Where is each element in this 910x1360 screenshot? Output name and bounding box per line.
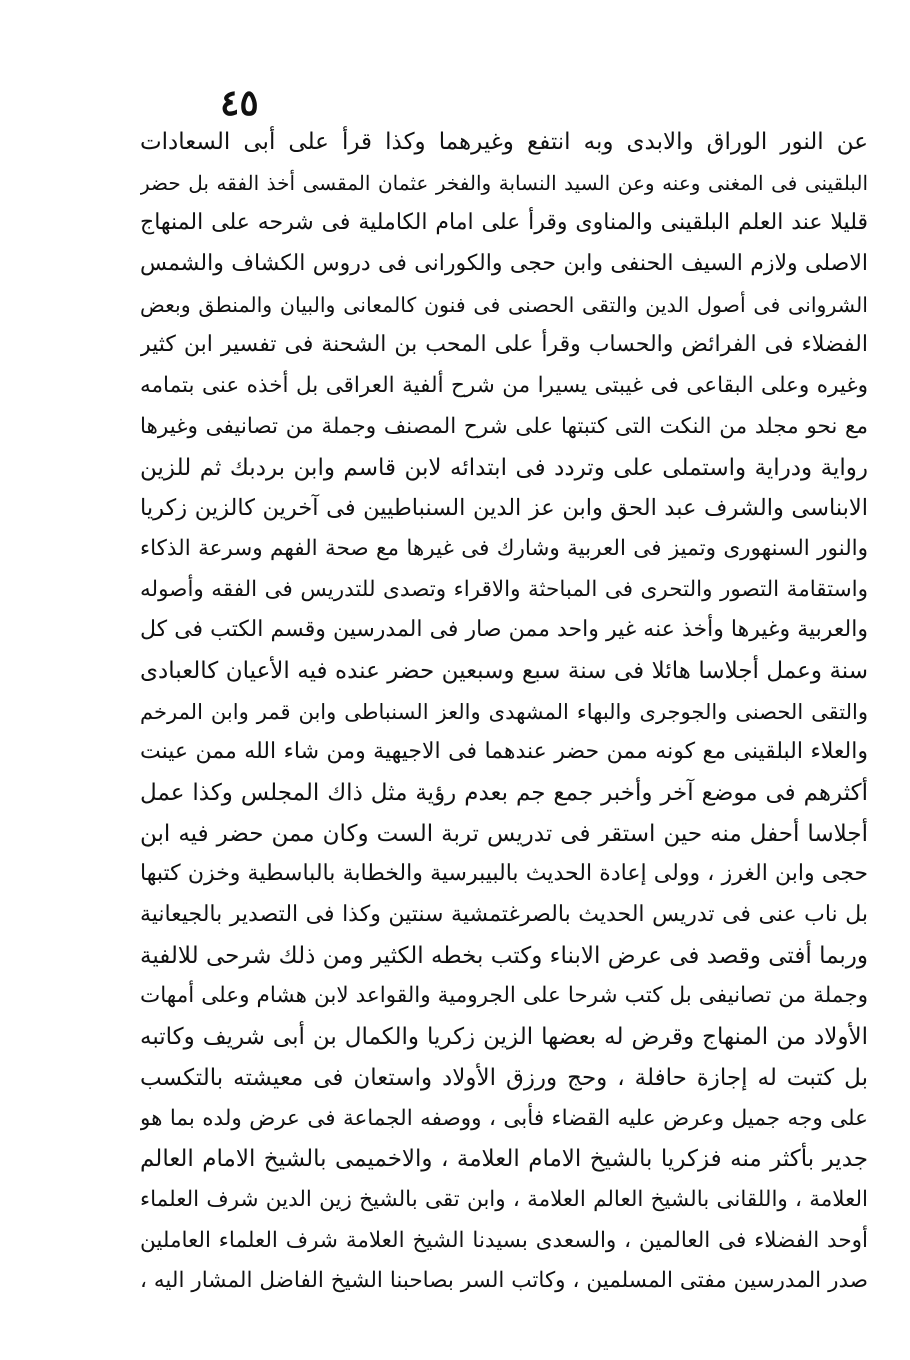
text-line: رواية ودراية واستملى على وتردد فى ابتدائه لابن قاسم وابن بردبك ثم للزين xyxy=(140,454,868,481)
text-line: وربما أفتى وقصد فى عرض الابناء وكتب بخطه الكثير ومن ذلك شرحى للالفية xyxy=(140,942,868,969)
text-line: والعربية وغيرها وأخذ عنه غير واحد ممن صار فى المدرسين وقسم الكتب فى كل xyxy=(140,617,868,643)
text-line: الفضلاء فى الفرائض والحساب وقرأ على المحب بن الشحنة فى تفسير ابن كثير xyxy=(140,332,868,358)
text-line: الابناسى والشرف عبد الحق وابن عز الدين السنباطيين فى آخرين كالزين زكريا xyxy=(140,495,868,522)
text-line: مع نحو مجلد من النكت التى كتبتها على شرح المصنف وجملة من تصانيفى وغيرها xyxy=(140,413,868,439)
text-line: واستقامة التصور والتحرى فى المباحثة والاقراء وتصدى للتدريس فى الفقه وأصوله xyxy=(140,576,868,602)
text-line: بل ناب عنى فى تدريس الحديث بالصرغتمشية سنتين وكذا فى التصدير بالجيعانية xyxy=(140,902,868,928)
text-line: أكثرهم فى موضع آخر وأخبر جمع جم بعدم رؤية مثل ذاك المجلس وكذا عمل xyxy=(140,780,868,806)
text-line: وجملة من تصانيفى بل كتب شرحا على الجرومية والقواعد لابن هشام وعلى أمهات xyxy=(140,983,868,1009)
text-line: البلقينى فى المغنى وعنه وعن السيد النسابة والفخر عثمان المقسى أخذ الفقه بل حضر xyxy=(140,170,868,195)
text-line: عن النور الوراق والابدى وبه انتفع وغيرهما وكذا قرأ على أبى السعادات xyxy=(140,129,868,155)
text-line: والعلاء البلقينى مع كونه ممن حضر عندهما فى الاجيهية ومن شاء الله ممن عينت xyxy=(140,739,868,765)
text-line: بل كتبت له إجازة حافلة ، وحج ورزق الأولاد واستعان فى معيشته بالتكسب xyxy=(140,1064,868,1091)
text-line: صدر المدرسين مفتى المسلمين ، وكاتب السر بصاحبنا الشيخ الفاضل المشار اليه ، xyxy=(140,1268,868,1294)
text-line: حجى وابن الغرز ، وولى إعادة الحديث بالبيبرسية والخطابة بالباسطية وخزن كتبها xyxy=(140,861,868,887)
text-line: سنة وعمل أجلاسا هائلا فى سنة سبع وسبعين حضر عنده فيه الأعيان كالعبادى xyxy=(140,657,868,684)
page-number: ٤٥ xyxy=(220,82,259,124)
text-line: والتقى الحصنى والجوجرى والبهاء المشهدى والعز السنباطى وابن قمر وابن المرخم xyxy=(140,699,868,724)
text-line: الشروانى فى أصول الدين والتقى الحصنى فى فنون كالمعانى والبيان والمنطق وبعض xyxy=(140,292,868,317)
text-line: الأولاد من المنهاج وقرض له بعضها الزين زكريا والكمال بن أبى شريف وكاتبه xyxy=(140,1024,868,1051)
body-text xyxy=(140,122,868,1302)
text-line: قليلا عند العلم البلقينى والمناوى وقرأ على امام الكاملية فى شرحه على المنهاج xyxy=(140,210,868,236)
text-line: جدير بأكثر منه فزكريا بالشيخ الامام العلامة ، والاخميمى بالشيخ الامام العالم xyxy=(140,1146,868,1173)
text-line: العلامة ، واللقانى بالشيخ العالم العلامة ، وابن تقى بالشيخ زين الدين شرف العلماء xyxy=(140,1186,868,1212)
text-line: وغيره وعلى البقاعى فى غيبتى يسيرا من شرح ألفية العراقى بل أخذه عنى بتمامه xyxy=(140,373,868,399)
text-line: الاصلى ولازم السيف الحنفى وابن حجى والكورانى فى دروس الكشاف والشمس xyxy=(140,251,868,277)
text-line: على وجه جميل وعرض عليه القضاء فأبى ، ووصفه الجماعة فى عرض ولده بما هو xyxy=(140,1105,868,1131)
text-line: والنور السنهورى وتميز فى العربية وشارك فى غيرها مع صحة الفهم وسرعة الذكاء xyxy=(140,535,868,561)
text-line: أجلاسا أحفل منه حين استقر فى تدريس تربة الست وكان ممن حضر فيه ابن xyxy=(140,820,868,847)
text-line: أوحد الفضلاء فى العالمين ، والسعدى بسيدنا الشيخ العلامة شرف العلماء العاملين xyxy=(140,1227,868,1253)
